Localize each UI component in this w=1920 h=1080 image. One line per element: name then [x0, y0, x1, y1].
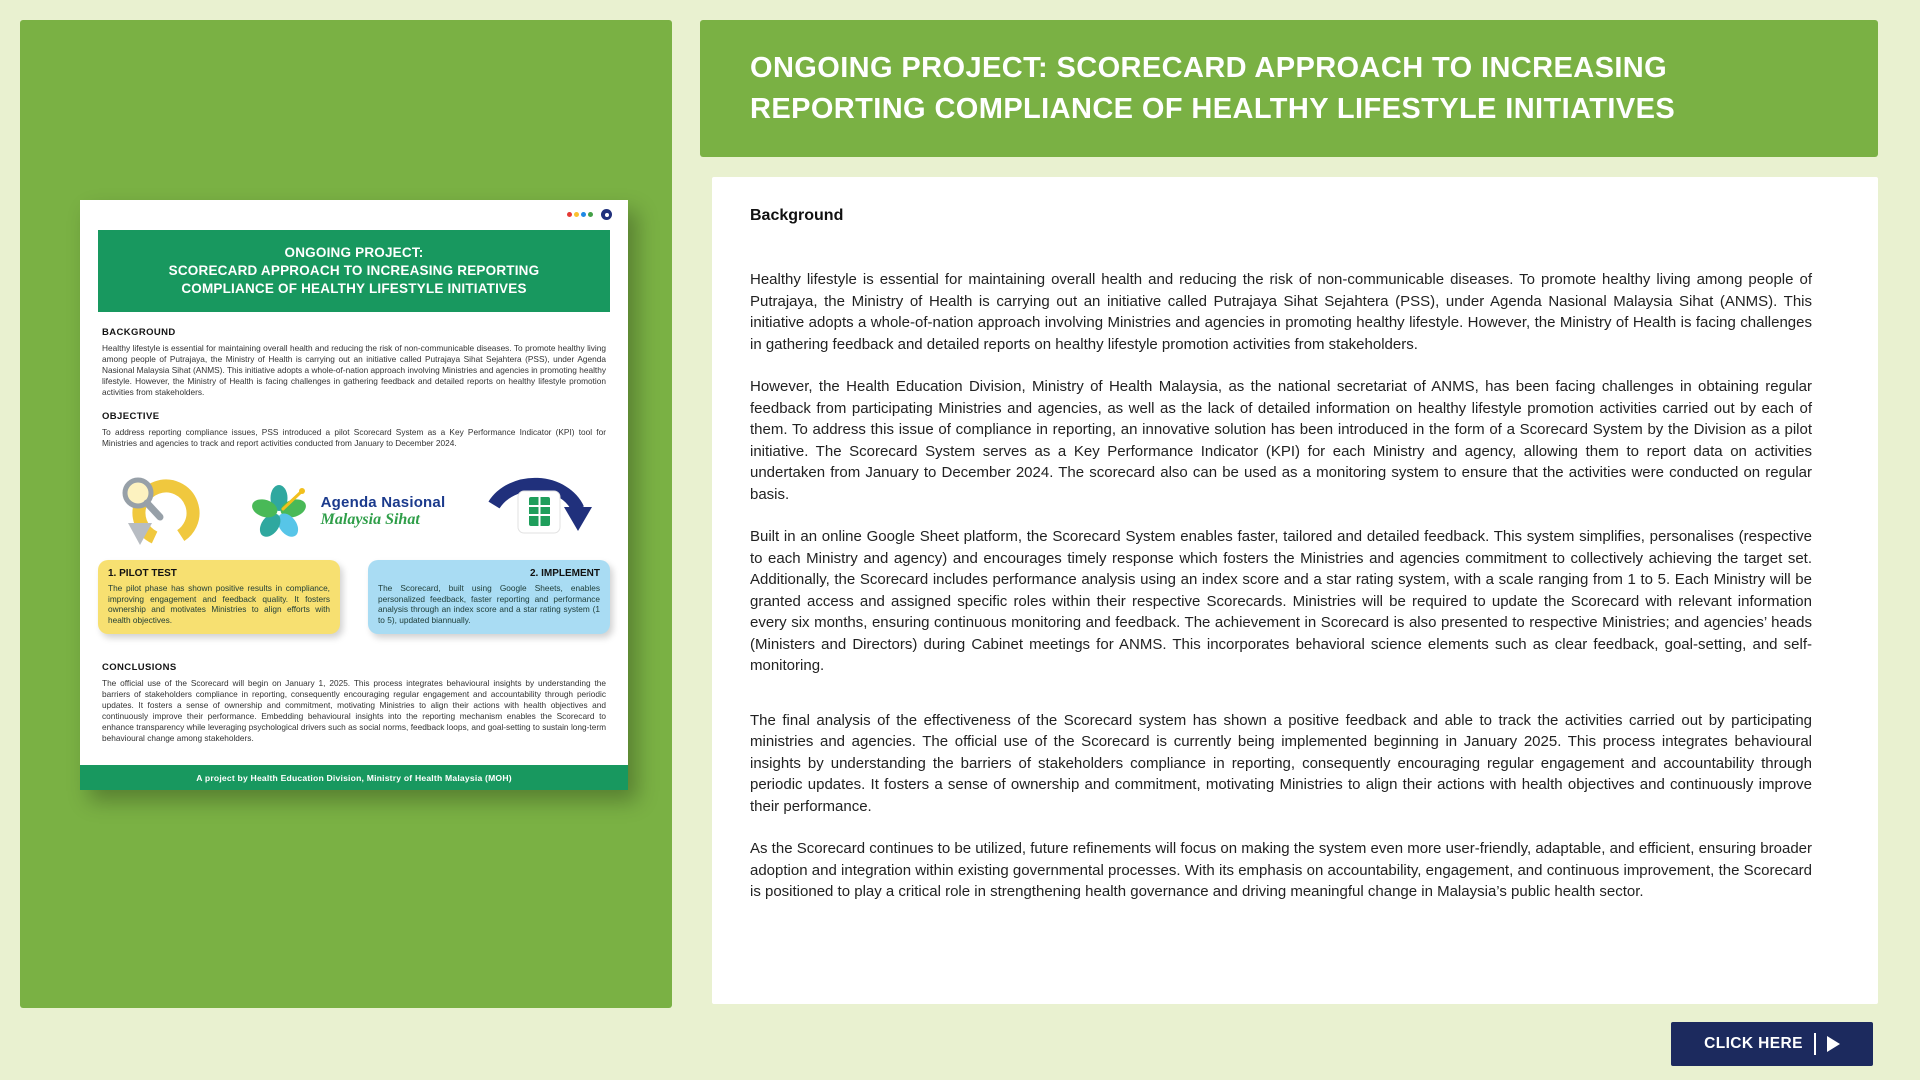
- poster-conclusions-text: The official use of the Scorecard will begin on January 1, 2025. This process integrates behavioural insights by understanding the barriers of stakeholders compliance in reporting, consequently encouraging regular engagement and accountability through periodic updates. It fosters a sense of ownership and commitment, motivating Ministries to align their actions with health objectives and continuously improve their performance. Embedding behavioural insights into the reporting mechanism enables the Scorecard to enhance transparency while leveraging psychological drivers such as social norms, feedback loops, and goal-setting to sustain long-term behavioural change among stakeholders.: [102, 678, 606, 743]
- anms-logo-line1: Agenda Nasional: [320, 493, 446, 511]
- poster-title-line3: COMPLIANCE OF HEALTHY LIFESTYLE INITIATIVES: [181, 281, 527, 296]
- sheets-icon: [518, 491, 560, 533]
- pilot-test-title: 1. PILOT TEST: [108, 568, 177, 579]
- implement-title: 2. IMPLEMENT: [529, 568, 600, 579]
- content-panel: [712, 177, 1878, 1004]
- page-title: ONGOING PROJECT: SCORECARD APPROACH TO INCREASING REPORTING COMPLIANCE OF HEALTHY LIFESTYLE INITIATIVES: [750, 51, 1676, 125]
- poster-logos: [567, 209, 612, 220]
- anms-logo-line2: Malaysia Sihat: [320, 510, 420, 528]
- paragraph-2: However, the Health Education Division, Ministry of Health Malaysia, as the national secretariat of ANMS, has been facing challenges in obtaining regular feedback from participating Ministries and agencies, as well as the lack of detailed information on healthy lifestyle promotion activities carried out by each of them. To address this issue of compliance in reporting, an innovative solution has been introduced in the form of a Scorecard System by the Division as a pilot initiative. The Scorecard System serves as a Key Performance Indicator (KPI) for each Ministry and agency, allowing them to report data on activities undertaken from January to December 2024. The scorecard also can be used as a monitoring system to ensure that the activities were conducted on regular basis.: [750, 378, 1812, 503]
- poster-panel: [20, 20, 672, 1008]
- anms-logo-text: [321, 494, 446, 529]
- poster-objective-heading: OBJECTIVE: [102, 411, 160, 422]
- poster-objective-text: To address reporting compliance issues, PSS introduced a pilot Scorecard System as a Key Performance Indicator (KPI) tool for Ministries and agencies to track and report activities conducted from January to December 2024.: [102, 427, 606, 448]
- anms-logo: [249, 481, 446, 541]
- poster-steps: [98, 560, 610, 634]
- poster-thumbnail: [80, 200, 628, 790]
- hibiscus-icon: [249, 481, 315, 541]
- magnifier-arrow-icon: [106, 467, 214, 555]
- cta-divider: [1814, 1033, 1816, 1055]
- poster-background-heading: BACKGROUND: [102, 327, 176, 338]
- paragraph-1: Healthy lifestyle is essential for maintaining overall health and reducing the risk of non-communicable diseases. To promote healthy living among people of Putrajaya, the Ministry of Health is carrying out an initiative called Putrajaya Sihat Sejahtera (PSS), under Agenda Nasional Malaysia Sihat (ANMS). This initiative adopts a whole-of-nation approach involving Ministries and agencies in promoting healthy lifestyle. However, the Ministry of Health is facing challenges in gathering feedback and detailed reports on healthy lifestyle promotion activities from stakeholders.: [750, 271, 1812, 353]
- poster-conclusions-heading: CONCLUSIONS: [102, 662, 177, 673]
- poster-title-line1: ONGOING PROJECT:: [284, 245, 424, 260]
- paragraph-5: As the Scorecard continues to be utilized, future refinements will focus on making the system even more user-friendly, adaptable, and efficient, ensuring broader adoption and integration within existing governmental processes. With its emphasis on accountability, engagement, and continuous improvement, the Scorecard is positioned to play a critical role in strengthening health governance and driving meaningful change in Malaysia’s public health sector.: [750, 840, 1812, 900]
- pilot-test-text: The pilot phase has shown positive results in compliance, improving engagement and feedback quality. It fosters ownership and motivates Ministries to align efforts with health objectives.: [108, 583, 330, 625]
- implement-arrow-icon: [480, 465, 602, 557]
- click-here-button[interactable]: [1671, 1022, 1873, 1066]
- paragraph-4: The final analysis of the effectiveness of the Scorecard system has shown a positive feedback and able to track the activities carried out by participating ministries and agencies. The official use of the Scorecard is currently being implemented beginning in January 2025. This process integrates behavioural insights by understanding the barriers of stakeholders compliance in reporting, consequently encouraging regular engagement and accountability through periodic updates. It fosters a sense of ownership and commitment, motivating Ministries to align their actions with health objectives and continuously improve their performance.: [750, 711, 1812, 815]
- header-banner: [700, 20, 1878, 157]
- play-icon: [1827, 1036, 1840, 1052]
- click-here-label: CLICK HERE: [1704, 1035, 1803, 1052]
- implement-box: [368, 560, 610, 634]
- poster-graphics-row: [106, 464, 602, 558]
- mini-logo-1-icon: [567, 212, 593, 217]
- poster-footer: A project by Health Education Division, Ministry of Health Malaysia (MOH): [80, 765, 628, 790]
- poster-title: [98, 230, 610, 312]
- pilot-test-box: [98, 560, 340, 634]
- paragraph-3: Built in an online Google Sheet platform, the Scorecard System enables faster, tailored and detailed feedback. This system simplifies, personalises (respective to each Ministry and agency) and encourages timely response which fosters the Ministries and agencies commitment to collectively achieving the target set. Additionally, the Scorecard includes performance analysis using an index score and a star rating system, with a scale ranging from 1 to 5. Each Ministry will be granted access and assigned specific roles within their respective Scorecards. Ministries will be required to update the Scorecard with relevant information every six months, ensuring continuous monitoring and feedback. The achievement in Scorecard is also presented to respective Ministries; and agencies’ heads (Ministers and Directors) during Cabinet meetings for ANMS. This incorporates behavioral science elements such as clear feedback, goal-setting, and self-monitoring.: [750, 528, 1812, 674]
- mini-logo-2-icon: [601, 209, 612, 220]
- poster-background-text: Healthy lifestyle is essential for maintaining overall health and reducing the risk of non-communicable diseases. To promote healthy living among people of Putrajaya, the Ministry of Health is carrying out an initiative called Putrajaya Sihat Sejahtera (PSS), under Agenda Nasional Malaysia Sihat (ANMS). This initiative adopts a whole-of-nation approach involving Ministries and agencies in promoting healthy lifestyle. However, the Ministry of Health is facing challenges in gathering feedback and detailed reports on healthy lifestyle promotion activities from stakeholders.: [102, 343, 606, 397]
- poster-title-line2: SCORECARD APPROACH TO INCREASING REPORTING: [168, 263, 540, 278]
- section-heading: Background: [750, 207, 844, 224]
- implement-text: The Scorecard, built using Google Sheets, enables personalized feedback, faster reporting and performance analysis through an index score and a star rating system (1 to 5), updated biannually.: [378, 583, 600, 625]
